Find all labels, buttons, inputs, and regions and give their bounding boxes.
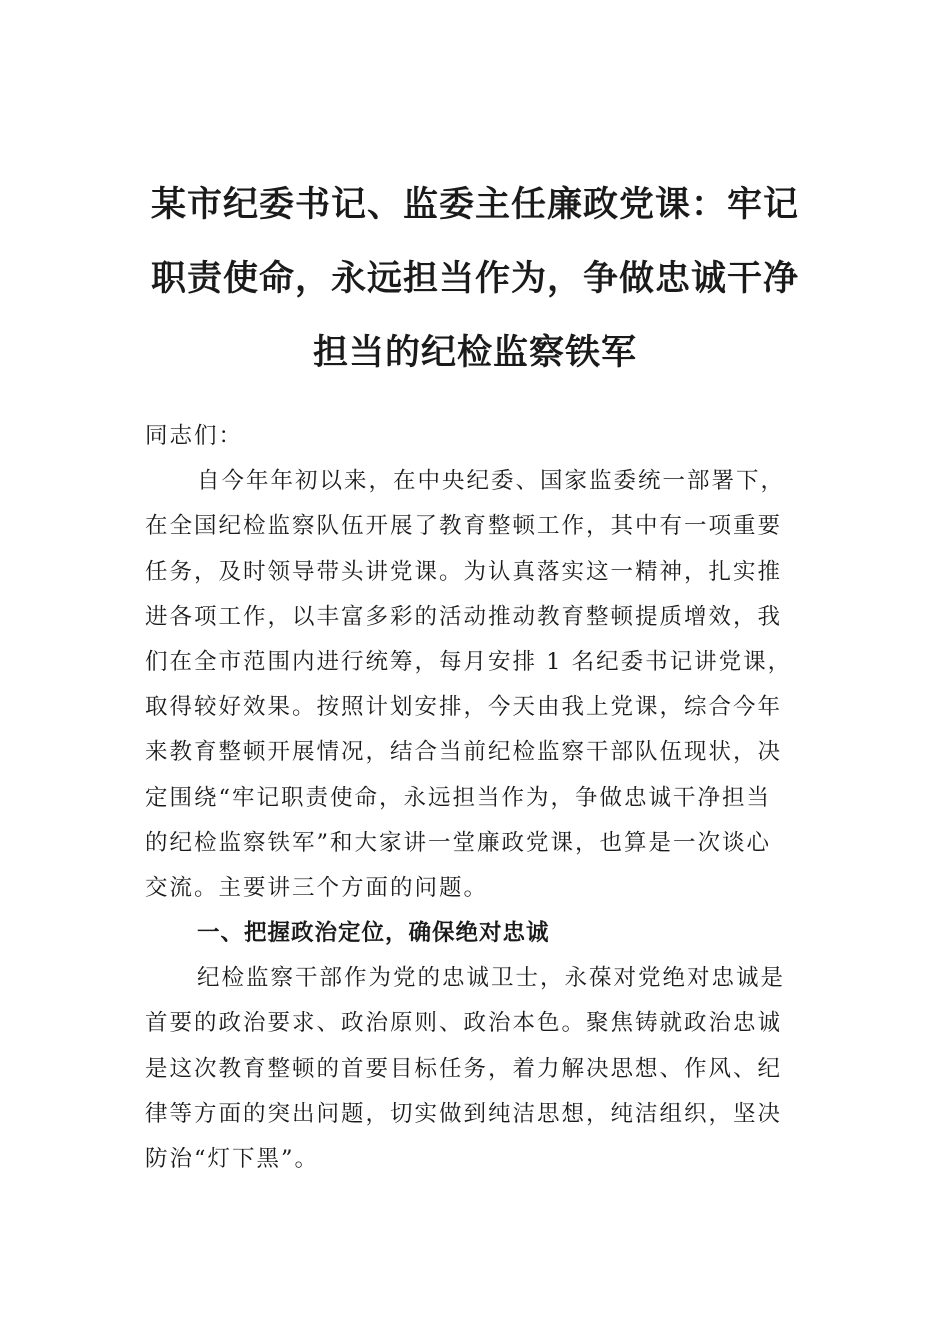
document-body — [145, 414, 810, 1182]
paragraph-line: 定围绕“牢记职责使命，永远担当作为，争做忠诚干净担当 — [145, 784, 772, 811]
paragraph-line: 任务，及时领导带头讲党课。为认真落实这一精神，扎实推 — [145, 558, 783, 585]
salutation: 同志们： — [145, 423, 244, 449]
paragraph-line: 是这次教育整顿的首要目标任务，着力解决思想、作风、纪 — [145, 1055, 783, 1082]
paragraph-line: 纪检监察干部作为党的忠诚卫士，永葆对党绝对忠诚是 — [197, 965, 786, 992]
paragraph-line: 自今年年初以来，在中央纪委、国家监委统一部署下， — [197, 468, 786, 495]
title-line: 担当的纪检监察铁军 — [312, 333, 637, 373]
paragraph-line: 的纪检监察铁军”和大家讲一堂廉政党课，也算是一次谈心 — [145, 829, 772, 856]
paragraph-intro — [145, 459, 810, 911]
paragraph-line: 律等方面的突出问题，切实做到纯洁思想，纯洁组织，坚决 — [145, 1100, 783, 1127]
document-title — [140, 168, 810, 390]
title-line: 某市纪委书记、监委主任廉政党课：牢记 — [150, 185, 799, 225]
paragraph-line: 们在全市范围内进行统筹，每月安排 1 名纪委书记讲党课， — [145, 648, 793, 675]
title-line: 职责使命，永远担当作为，争做忠诚干净 — [150, 259, 799, 299]
paragraph-line: 来教育整顿开展情况，结合当前纪检监察干部队伍现状，决 — [145, 739, 783, 766]
paragraph-line: 取得较好效果。按照计划安排，今天由我上党课，综合今年 — [145, 694, 783, 721]
paragraph-line: 进各项工作，以丰富多彩的活动推动教育整顿提质增效，我 — [145, 603, 783, 630]
paragraph-line: 交流。主要讲三个方面的问题。 — [145, 874, 489, 901]
section-heading: 一、把握政治定位，确保绝对忠诚 — [197, 920, 550, 947]
paragraph-line: 首要的政治要求、政治原则、政治本色。聚焦铸就政治忠诚 — [145, 1010, 783, 1037]
paragraph-line: 防治“灯下黑”。 — [145, 1146, 320, 1172]
paragraph-line: 在全国纪检监察队伍开展了教育整顿工作，其中有一项重要 — [145, 513, 783, 540]
paragraph-section1 — [145, 956, 810, 1182]
